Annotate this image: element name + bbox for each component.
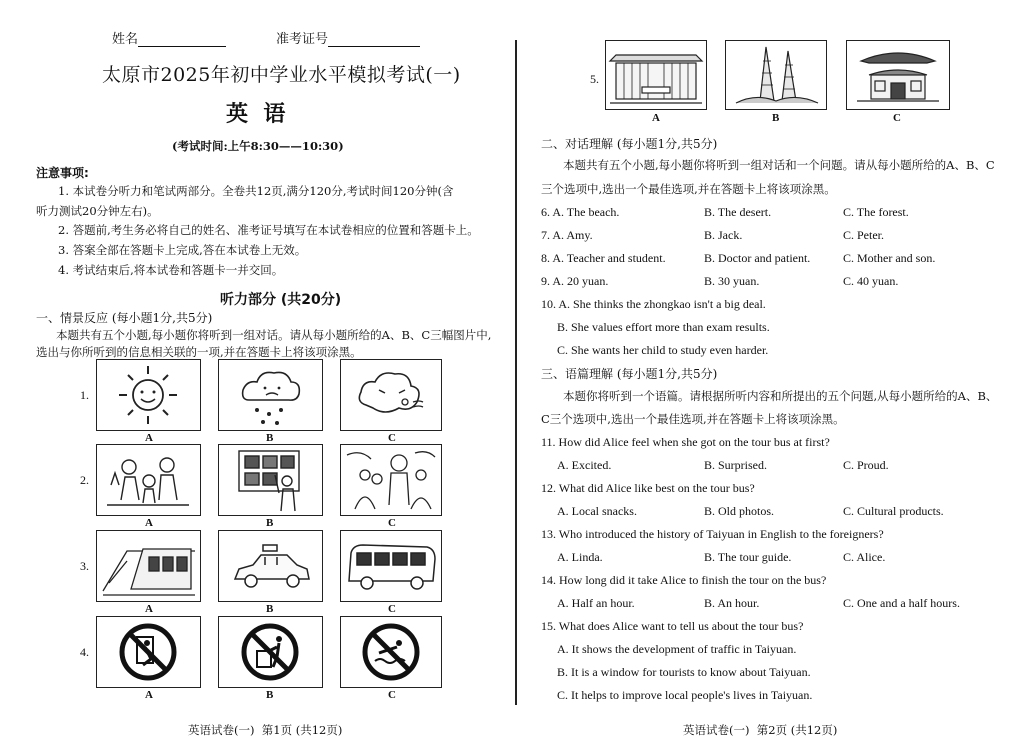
q7-option-c[interactable]: C. Peter. [843,228,884,242]
question-number: 4. [80,645,89,659]
q10-option-c[interactable]: C. She wants her child to study even harder. [557,343,769,357]
option-label: B [266,603,274,615]
sec3-desc: 本题你将听到一个语篇。请根据所听内容和所提出的五个问题,从每小题所给的A、B、 [563,389,998,403]
no-swimming-icon[interactable] [340,616,442,688]
q7-option-a[interactable]: 7. A. Amy. [541,228,593,242]
exam-no-field [276,28,420,47]
taxi-icon[interactable] [218,530,323,602]
family-picnic-icon[interactable] [96,444,201,516]
museum-building-icon[interactable] [605,40,707,110]
photo-board-icon[interactable] [218,444,323,516]
q6-option-b[interactable]: B. The desert. [704,205,772,219]
note-item: 2. 答题前,考生务必将自己的姓名、准考证号填写在本试卷相应的位置和答题卡上。 [58,223,479,237]
q14-option-a[interactable]: A. Half an hour. [557,596,635,610]
option-label: C [388,432,396,444]
question-number: 2. [80,473,89,487]
q10-option-b[interactable]: B. She values effort more than exam results. [557,320,770,334]
sec1-desc: 选出与你所听到的信息相关联的一项,并在答题卡上将该项涂黑。 [36,345,362,359]
sec2-desc: 本题共有五个小题,每小题你将听到一组对话和一个问题。请从每小题所给的A、B、C [563,158,995,172]
option-label: C [388,517,396,529]
name-field [112,28,226,47]
name-blank [138,46,226,47]
option-label: B [266,689,274,701]
option-label: B [266,517,274,529]
note-item: 1. 本试卷分听力和笔试两部分。全卷共12页,满分120分,考试时间120分钟(含 [58,184,454,198]
question-number: 3. [80,559,89,573]
q8-option-c[interactable]: C. Mother and son. [843,251,936,265]
notes-heading: 注意事项: [36,166,89,180]
q14-option-c[interactable]: C. One and a half hours. [843,596,960,610]
q9-option-b[interactable]: B. 30 yuan. [704,274,760,288]
q15-option-a[interactable]: A. It shows the development of traffic in Taiyuan. [557,642,797,656]
option-label: A [652,112,660,124]
q12-option-b[interactable]: B. Old photos. [704,504,775,518]
q15-option-c[interactable]: C. It helps to improve local people's lives in Taiyuan. [557,688,813,702]
exam-title: 太原市2025年初中学业水平模拟考试(一) [102,64,461,86]
q14-question: 14. How long did it take Alice to finish the tour on the bus? [541,573,827,587]
name-label: 姓名 [112,32,139,47]
option-label: B [772,112,780,124]
question-number: 1. [80,388,89,402]
q13-option-c[interactable]: C. Alice. [843,550,886,564]
note-item: 3. 答案全部在答题卡上完成,答在本试卷上无效。 [58,243,307,257]
note-item: 4. 考试结束后,将本试卷和答题卡一并交回。 [58,263,284,277]
q11-question: 11. How did Alice feel when she got on the tour bus at first? [541,435,830,449]
temple-gate-icon[interactable] [846,40,950,110]
sec2-desc: 三个选项中,选出一个最佳选项,并在答题卡上将该项涂黑。 [541,182,836,196]
option-label: A [145,689,153,701]
footer-right: 英语试卷(一) 第2页 (共12页) [683,723,838,737]
exam-no-label: 准考证号 [276,32,329,47]
sec3-title: 三、语篇理解 (每小题1分,共5分) [541,367,718,381]
q11-option-c[interactable]: C. Proud. [843,458,889,472]
q13-option-a[interactable]: A. Linda. [557,550,603,564]
sun-icon[interactable] [96,359,201,431]
bus-icon[interactable] [340,530,442,602]
subway-train-icon[interactable] [96,530,201,602]
footer-left: 英语试卷(一) 第1页 (共12页) [188,723,343,737]
q13-question: 13. Who introduced the history of Taiyuan in English to the foreigners? [541,527,884,541]
option-label: A [145,432,153,444]
q8-option-b[interactable]: B. Doctor and patient. [704,251,811,265]
sec1-desc: 本题共有五个小题,每小题你将听到一组对话。请从每小题所给的A、B、C三幅图片中, [56,328,492,342]
q9-option-c[interactable]: C. 40 yuan. [843,274,899,288]
crowd-icon[interactable] [340,444,442,516]
q8-option-a[interactable]: 8. A. Teacher and student. [541,251,666,265]
q13-option-b[interactable]: B. The tour guide. [704,550,792,564]
q15-question: 15. What does Alice want to tell us about the tour bus? [541,619,804,633]
q14-option-b[interactable]: B. An hour. [704,596,760,610]
sec1-title: 一、情景反应 (每小题1分,共5分) [36,311,213,325]
q12-option-c[interactable]: C. Cultural products. [843,504,944,518]
q6-option-a[interactable]: 6. A. The beach. [541,205,620,219]
q10-option-a[interactable]: 10. A. She thinks the zhongkao isn't a big deal. [541,297,766,311]
q9-option-a[interactable]: 9. A. 20 yuan. [541,274,609,288]
question-number: 5. [590,72,599,86]
q12-question: 12. What did Alice like best on the tour bus? [541,481,755,495]
q6-option-c[interactable]: C. The forest. [843,205,909,219]
no-littering-icon[interactable] [218,616,323,688]
option-label: A [145,517,153,529]
q11-option-a[interactable]: A. Excited. [557,458,612,472]
listening-title: 听力部分 (共20分) [220,292,342,308]
exam-time: (考试时间:上午8:30——10:30) [172,139,344,153]
no-climbing-icon[interactable] [96,616,201,688]
q7-option-b[interactable]: B. Jack. [704,228,743,242]
option-label: A [145,603,153,615]
option-label: C [388,689,396,701]
q11-option-b[interactable]: B. Surprised. [704,458,767,472]
sec3-desc: C三个选项中,选出一个最佳选项,并在答题卡上将该项涂黑。 [541,412,845,426]
sec2-title: 二、对话理解 (每小题1分,共5分) [541,137,718,151]
option-label: C [893,112,901,124]
option-label: B [266,432,274,444]
twin-pagodas-icon[interactable] [725,40,827,110]
rain-cloud-icon[interactable] [218,359,323,431]
q12-option-a[interactable]: A. Local snacks. [557,504,637,518]
q15-option-b[interactable]: B. It is a window for tourists to know about Taiyuan. [557,665,811,679]
option-label: C [388,603,396,615]
exam-no-blank [328,46,420,47]
page-divider [515,40,517,705]
note-item: 听力测试20分钟左右)。 [36,204,159,218]
wind-cloud-icon[interactable] [340,359,442,431]
subject-title: 英 语 [226,102,286,127]
